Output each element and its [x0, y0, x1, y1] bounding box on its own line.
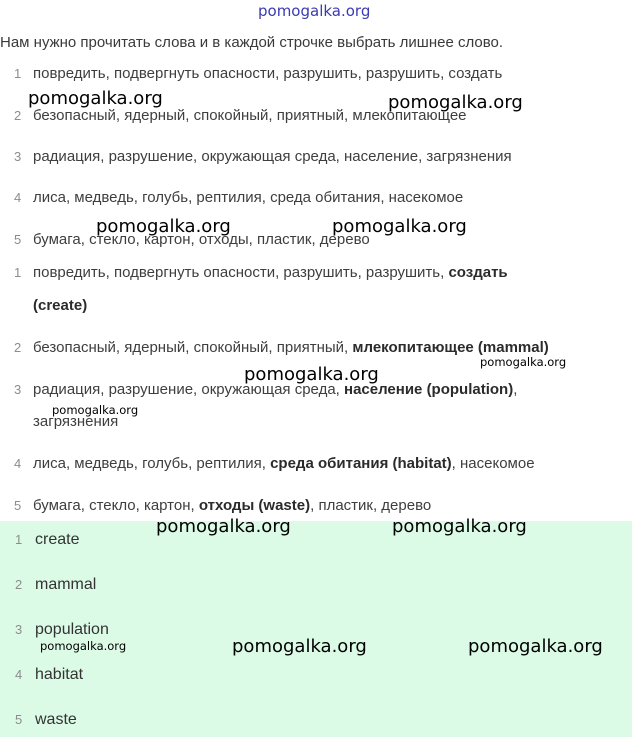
result-word: create — [35, 531, 80, 548]
watermark: pomogalka.org — [28, 88, 163, 109]
question-text: бумага, стекло, картон, отходы, пластик, дерево — [33, 231, 370, 248]
question-text: безопасный, ядерный, спокойный, приятный, млекопитающее — [33, 107, 467, 124]
watermark: pomogalka.org — [468, 636, 603, 657]
question-number: 2 — [14, 108, 22, 123]
watermark: pomogalka.org — [388, 92, 523, 113]
result-word: waste — [35, 711, 77, 728]
result-number: 5 — [15, 712, 23, 727]
answer-highlight: создать — [448, 264, 508, 281]
answer-highlight: население (population) — [344, 381, 514, 398]
watermark: pomogalka.org — [480, 355, 567, 369]
answer-text: радиация, разрушение, окружающая среда, население (population), — [33, 381, 518, 398]
answer-highlight: среда обитания (habitat) — [270, 455, 452, 472]
result-word: habitat — [35, 666, 84, 683]
results-panel — [0, 521, 632, 737]
result-number: 2 — [15, 577, 23, 592]
intro-text: Нам нужно прочитать слова и в каждой строчке выбрать лишнее слово. — [0, 34, 504, 51]
answer-text: безопасный, ядерный, спокойный, приятный, млекопитающее (mammal) — [33, 339, 549, 356]
result-word: mammal — [35, 576, 97, 593]
result-number: 4 — [15, 667, 23, 682]
answer-text: повредить, подвергнуть опасности, разрушить, разрушить, создать — [33, 264, 508, 281]
answer-number: 1 — [14, 265, 22, 280]
watermark: pomogalka.org — [244, 364, 379, 385]
question-text: радиация, разрушение, окружающая среда, население, загрязнения — [33, 148, 512, 165]
answer-number: 3 — [14, 382, 22, 397]
result-word: population — [35, 621, 109, 638]
question-number: 5 — [14, 232, 22, 247]
watermark: pomogalka.org — [52, 403, 139, 417]
answer-text: бумага, стекло, картон, отходы (waste), пластик, дерево — [33, 497, 432, 514]
watermark: pomogalka.org — [96, 216, 231, 237]
answer-highlight: отходы (waste) — [198, 497, 311, 514]
question-text: повредить, подвергнуть опасности, разрушить, разрушить, создать — [33, 65, 503, 82]
result-number: 3 — [15, 622, 23, 637]
watermark: pomogalka.org — [332, 216, 467, 237]
answer-highlight: (create) — [33, 297, 88, 314]
watermark: pomogalka.org — [232, 636, 367, 657]
watermark: pomogalka.org — [156, 516, 291, 537]
result-number: 1 — [15, 532, 23, 547]
answer-number: 5 — [14, 498, 22, 513]
watermark: pomogalka.org — [392, 516, 527, 537]
answer-text: лиса, медведь, голубь, рептилия, среда обитания (habitat), насекомое — [33, 455, 535, 472]
answer-number: 2 — [14, 340, 22, 355]
question-number: 3 — [14, 149, 22, 164]
question-text: лиса, медведь, голубь, рептилия, среда обитания, насекомое — [33, 189, 464, 206]
question-number: 1 — [14, 66, 22, 81]
answer-highlight: млекопитающее (mammal) — [352, 339, 549, 356]
question-number: 4 — [14, 190, 22, 205]
watermark: pomogalka.org — [40, 639, 127, 653]
answer-number: 4 — [14, 456, 22, 471]
header-watermark: pomogalka.org — [258, 2, 371, 20]
